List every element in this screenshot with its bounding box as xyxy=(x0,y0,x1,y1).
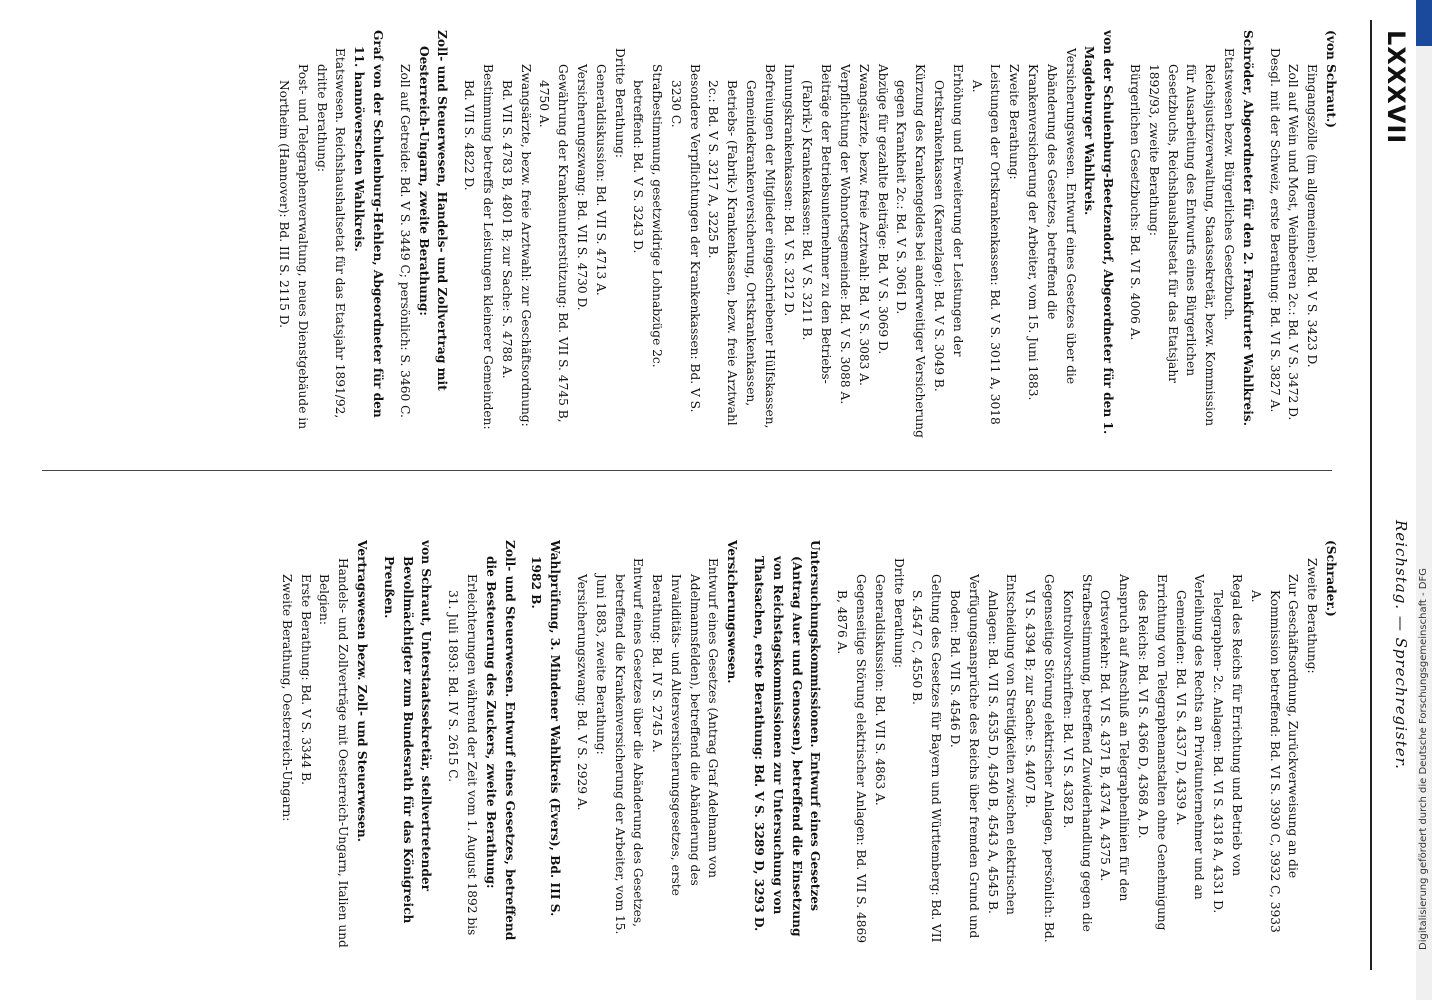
register-entry: Schröder, Abgeordneter für den 2. Frankfurter Wahlkreis. xyxy=(1240,30,1255,427)
right-column xyxy=(22,30,1340,438)
register-entry: Zoll- und Steuerwesen, Handels- und Zollvertrag mit Oesterreich-Ungarn, zweite Berathung: xyxy=(416,30,450,391)
register-entry: Strafbestimmung, betreffend Zuwiderhandlung gegen die Kontrollvorschriften: Bd. VI S. 4382 B. xyxy=(1060,574,1094,932)
register-entry: Verleihung des Rechts an Privatunternehmer und an Gemeinden: Bd. VI S. 4337 D, 4339 A. xyxy=(1173,574,1207,900)
register-entry: (von Schraut.) xyxy=(1324,30,1338,128)
register-entry: Post- und Telegraphenverwaltung, neues Dienstgebäude in Northeim (Hannover): Bd. III S. 2115 D. xyxy=(276,64,310,430)
register-entry: Anspruch auf Anschluß an Telegraphenlinien für den Ortsverkehr: Bd. VI S. 4371 B, 4374 A, 4375 A. xyxy=(1098,574,1132,902)
register-entry: Wahlprüfung, 3. Mindener Wahlkreis (Evers), Bd. III S. 1982 B. xyxy=(529,540,563,917)
register-entry: Bestimmung betreffs der Leistungen kleinerer Gemeinden: Bd. VII S. 4822 D. xyxy=(462,64,495,430)
register-entry: Zoll- und Steuerwesen. Entwurf eines Gesetzes, betreffend die Besteuerung des Zuckers, zweite Berathung: xyxy=(483,540,517,941)
register-entry: Eingangszölle (im allgemeinen): Bd. V S. 3423 D. xyxy=(1305,64,1320,368)
register-entry: Zwangsärzte, bezw. freie Arztwahl: Bd. V S. 3083 A. xyxy=(856,64,871,386)
register-entry: Leistungen der Ortskrankenkassen: Bd. V S. 3011 A, 3018 A. xyxy=(969,64,1003,425)
register-entry: Zoll auf Wein und Most, Weinbeeren 2c.: Bd. V S. 3472 D. xyxy=(1286,64,1301,421)
register-entry: Erhöhung und Erweiterung der Leistungen der Ortskrankenkassen (Karenzlage): Bd. V S. 3049 B. xyxy=(932,64,965,392)
page-number: LXXXVII xyxy=(1382,30,1410,145)
register-entry: Etatswesen. Reichshaushaltsetat für das Etatsjahr 1891/92, dritte Berathung: xyxy=(314,48,348,419)
register-entry: Versicherungszwang: Bd. V S. 2929 A. xyxy=(574,574,589,811)
register-entry: von Schraut, Unterstaatssekretär, stellvertretender Bevollmächtigter zum Bundesrath für das Königreich Preußen. xyxy=(381,540,434,924)
register-entry: Geltung des Gesetzes für Bayern und Württemberg: Bd. VII S. 4547 C, 4550 B. xyxy=(910,574,944,943)
register-entry: Zoll auf Getreide: Bd. V S. 3449 C; persönlich: S. 3460 C. xyxy=(397,64,412,418)
register-entry: Handels- und Zollverträge mit Oesterreich-Ungarn, Italien und Belgien: xyxy=(317,558,351,948)
register-entry: Vertragswesen bezw. Zoll- und Steuerwesen. xyxy=(354,540,369,843)
running-title: Reichstag. — Sprechregister. xyxy=(1392,520,1410,770)
register-entry: Untersuchungskommissionen. Entwurf eines Gesetzes (Antrag Auer und Genossen), betreffend die Einsetzung von Reichstagskommissionen zur Untersuchung von Thatsachen, erste Berathung: Bd. V S. 3289 D, 3293 D. xyxy=(752,540,823,937)
register-entry: Kürzung des Krankengeldes bei anderweitiger Versicherung gegen Krankheit 2c.: Bd. V S. 3061 D. xyxy=(894,64,928,438)
funding-note: Digitalisierung gefördert durch die Deutsche Forschungsgemeinschaft - DFG xyxy=(1418,567,1429,950)
register-entry: Gegenseitige Störung elektrischer Anlagen, persönlich: Bd. VI S. 4394 B; zur Sache: S. 4407 B. xyxy=(1023,574,1057,943)
register-entry: Erste Berathung: Bd. V S. 3344 B. xyxy=(298,574,313,786)
register-entry: Verfügungsansprüche des Reichs über fremden Grund und Boden: Bd. VII S. 4546 D. xyxy=(948,574,981,939)
register-entry: Versicherungswesen. xyxy=(725,540,740,684)
dfg-logo-bar xyxy=(1416,0,1432,46)
register-entry: Zur Geschäftsordnung, Zurückverweisung an die Kommission betreffend: Bd. VI S. 3930 C, 3932 C, 3933 A. xyxy=(1248,574,1301,933)
header-rule xyxy=(1370,20,1372,970)
register-entry: Dritte Berathung: xyxy=(891,558,906,668)
register-entry: Etatswesen bezw. Bürgerliches Gesetzbuch. Reichsjustizverwaltung, Staatssekretär, bezw. Kommission für Ausarbeitung des Entwurfs eines Bürgerlichen Gesetzbuchs, Reichshaushaltsetat für das Etatsjahr 1892/93, zweite Berathung: xyxy=(1146,48,1237,427)
register-entry: Strafbestimmung, gesetzwidrige Lohnabzüge 2c. betreffend: Bd. V S. 3243 D. xyxy=(631,64,665,368)
register-entry: von der Schulenburg-Beetzendorf, Abgeordneter für den 1. Magdeburger Wahlkreis. xyxy=(1082,30,1116,435)
register-entry: Errichtung von Telegraphenanstalten ohne Genehmigung des Reichs: Bd. VI S. 4366 D, 4368 A, D. xyxy=(1136,574,1169,931)
register-entry: Zweite Berathung, Oesterreich-Ungarn: xyxy=(279,574,294,822)
register-entry: Gegenseitige Störung elektrischer Anlagen: Bd. VII S. 4869 B, 4876 A. xyxy=(835,574,869,943)
register-entry: Entwurf eines Gesetzes über die Abänderung des Gesetzes, betreffend die Krankenversicherung der Arbeiter, vom 15. Juni 1883, zweite Berathung: xyxy=(593,558,646,935)
register-entry: Befreiungen der Mitglieder eingeschriebener Hülfskassen, Gemeindekrankenversicherung, Ortskrankenkassen, Betriebs- (Fabrik-) Krankenkassen, bezw. freie Arztwahl 2c.: Bd. V S. 3217 A, 3225 B. xyxy=(706,64,777,429)
register-entry: Besondere Verpflichtungen der Krankenkassen: Bd. V S. 3230 C. xyxy=(668,64,702,413)
column-divider xyxy=(42,470,1332,471)
register-entry: Entwurf eines Gesetzes (Antrag Graf Adelmann von Adelmannsfelden), betreffend die Abänderung des Invaliditäts- und Altersversicherungsgesetzes, erste Berathung: Bd. IV S. 2745 A. xyxy=(650,558,721,896)
register-entry: Erleichterungen während der Zeit vom 1. August 1892 bis 31. Juli 1893: Bd. IV S. 2615 C. xyxy=(446,574,479,936)
register-entry: Dritte Berathung: xyxy=(612,48,627,158)
register-entry: Bürgerlichen Gesetzbuchs: Bd. VI S. 4006 A. xyxy=(1128,64,1143,341)
register-entry: Entscheidung von Streitigkeiten zwischen elektrischen Anlagen: Bd. VII S. 4535 D, 4540 B, 4543 A, 4545 B. xyxy=(985,574,1019,915)
register-entry: Generaldiskussion: Bd. VII S. 4713 A. xyxy=(593,64,608,296)
register-entry: Zwangsärzte, bezw. freie Arztwahl: zur Geschäftsordnung: Bd. VII S. 4783 B, 4801 B; zur Sache: S. 4788 A. xyxy=(499,64,533,427)
register-entry: Graf von der Schulenburg-Hehlen, Abgeordneter für den 11. hannöverschen Wahlkreis. xyxy=(352,30,385,418)
register-entry: Abzüge für gezahlte Beiträge: Bd. V S. 3069 D. xyxy=(875,64,890,355)
register-entry: Versicherungszwang: Bd. VII S. 4730 D. xyxy=(574,64,589,311)
register-entry: Gewährung der Krankenunterstützung: Bd. VII S. 4745 B, 4750 A. xyxy=(537,64,571,423)
register-entry: (Schrader.) xyxy=(1324,540,1338,617)
register-entry: Beiträge der Betriebsunternehmer zu den Betriebs- (Fabrik-) Krankenkassen: Bd. V S. 3211 B. xyxy=(800,64,834,384)
register-entry: Desgl. mit der Schweiz, erste Berathung: Bd. VI S. 3827 A. xyxy=(1267,48,1282,413)
register-entry: Verpflichtung der Wohnortsgemeinde: Bd. V S. 3088 A. xyxy=(838,64,853,405)
register-entry: Regal des Reichs für Errichtung und Betrieb von Telegraphen- 2c. Anlagen: Bd. VI S. 4318 A, 4331 D. xyxy=(1211,574,1245,914)
register-entry: Zweite Berathung: xyxy=(1305,558,1320,674)
register-entry: Innungskrankenkassen: Bd. V S. 3212 D. xyxy=(781,64,796,317)
register-entry: Generaldiskussion: Bd. VII S. 4863 A. xyxy=(872,574,887,806)
register-entry: Versicherungswesen. Entwurf eines Gesetzes über die Abänderung des Gesetzes, betreffend die Krankenversicherung der Arbeiter, vom 15. Juni 1883. Zweite Berathung: xyxy=(1007,48,1078,401)
left-column xyxy=(22,540,1340,948)
